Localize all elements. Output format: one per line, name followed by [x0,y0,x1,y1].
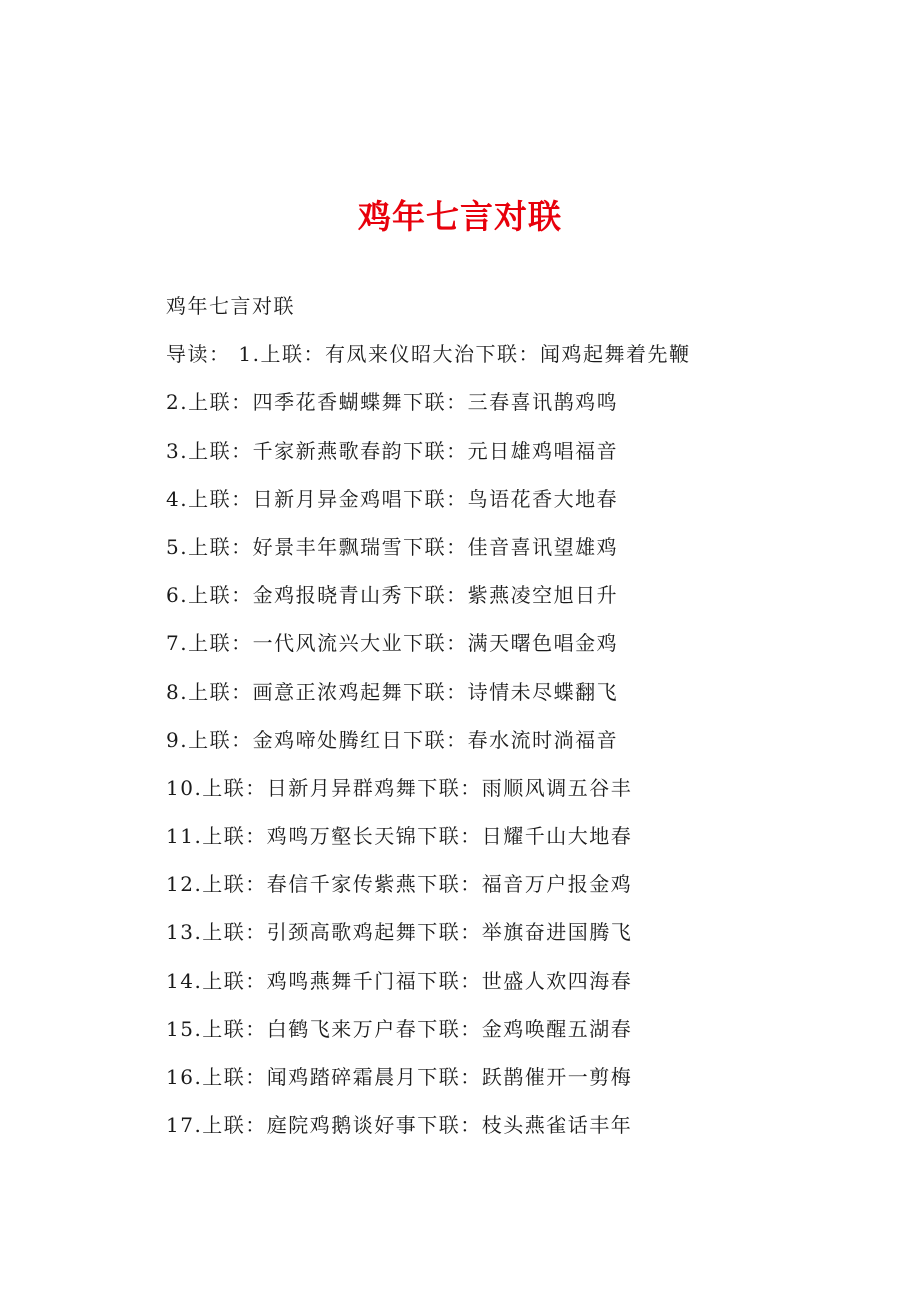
couplet-line: 8.上联：画意正浓鸡起舞下联：诗情未尽蝶翻飞 [166,679,619,704]
couplet-line: 12.上联：春信千家传紫燕下联：福音万户报金鸡 [166,872,633,897]
couplet-line: 17.上联：庭院鸡鹅谈好事下联：枝头燕雀话丰年 [166,1113,633,1138]
document-subtitle: 鸡年七言对联 [166,294,295,318]
couplet-line: 5.上联：好景丰年飘瑞雪下联：佳音喜讯望雄鸡 [166,534,619,559]
couplet-line: 9.上联：金鸡啼处腾红日下联：春水流时淌福音 [166,727,619,752]
document-title: 鸡年七言对联 [358,197,562,236]
couplet-line: 11.上联：鸡鸣万壑长天锦下联：日耀千山大地春 [166,824,633,849]
couplet-line: 15.上联：白鹤飞来万户春下联：金鸡唤醒五湖春 [166,1016,633,1041]
document-body [166,282,866,1149]
intro-line: 导读： 1.上联：有凤来仪昭大治下联：闻鸡起舞着先鞭 [166,342,691,367]
couplet-line: 7.上联：一代风流兴大业下联：满天曙色唱金鸡 [166,631,619,656]
couplet-line: 13.上联：引颈高歌鸡起舞下联：举旗奋进国腾飞 [166,920,633,945]
couplet-line: 14.上联：鸡鸣燕舞千门福下联：世盛人欢四海春 [166,968,633,993]
couplet-line: 6.上联：金鸡报晓青山秀下联：紫燕凌空旭日升 [166,583,619,608]
couplet-line: 2.上联：四季花香蝴蝶舞下联：三春喜讯鹊鸡鸣 [166,390,619,415]
couplet-line: 10.上联：日新月异群鸡舞下联：雨顺风调五谷丰 [166,775,633,800]
couplet-line: 4.上联：日新月异金鸡唱下联：鸟语花香大地春 [166,486,619,511]
couplet-line: 3.上联：千家新燕歌春韵下联：元日雄鸡唱福音 [166,438,619,463]
couplet-line: 16.上联：闻鸡踏碎霜晨月下联：跃鹊催开一剪梅 [166,1065,633,1089]
